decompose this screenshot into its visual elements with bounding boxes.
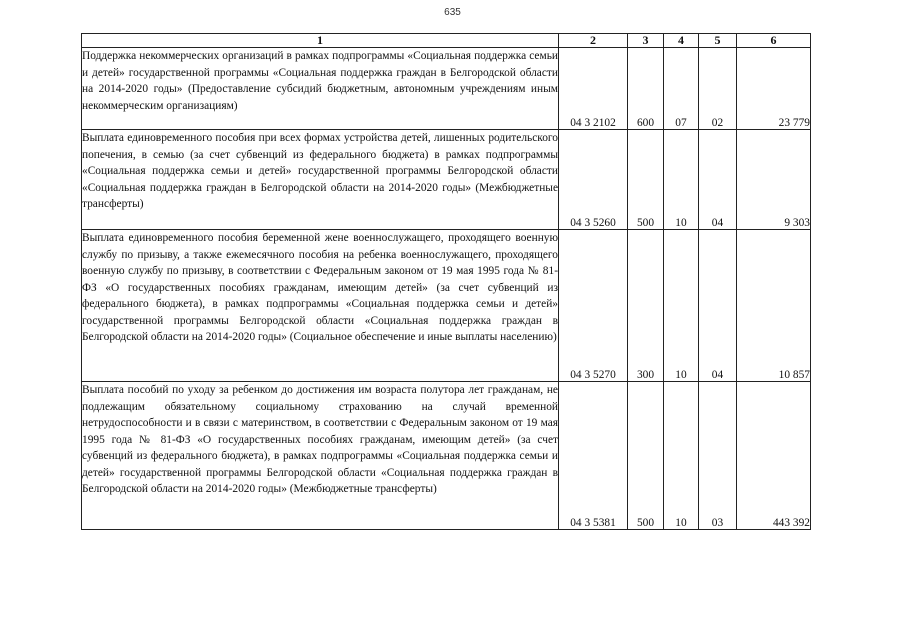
row-section: 10 [664, 130, 699, 230]
row-description: Выплата единовременного пособия беременной жене военнослужащего, проходящего военную службу по призыву, а также ежемесячного пособия на ребенка военнослужащего, проходящего военную службу по призыву, в соответствии с Федеральным законом от 19 мая 1995 года № 81-ФЗ «О государственных пособиях гражданам, имеющим детей» (за счет субвенций из федерального бюджета), в рамках подпрограммы «Социальная поддержка семьи и детей» государственной программы Белгородской области «Социальная поддержка граждан в Белгородской области на 2014-2020 годы» (Социальное обеспечение и иные выплаты населению) [82, 230, 559, 382]
header-col-3: 3 [628, 34, 664, 48]
row-section: 10 [664, 230, 699, 382]
table-row [82, 382, 811, 530]
header-col-5: 5 [699, 34, 737, 48]
row-target-code: 04 3 2102 [559, 48, 628, 130]
budget-table [81, 33, 811, 530]
row-description: Выплата пособий по уходу за ребенком до достижения им возраста полутора лет гражданам, не подлежащим обязательному социальному страхованию на случай временной нетрудоспособности и в связи с материнством, в соответствии с Федеральным законом от 19 мая 1995 года № 81-ФЗ «О государственных пособиях гражданам, имеющим детей» (за счет субвенций из федерального бюджета), в рамках подпрограммы «Социальная поддержка семьи и детей» государственной программы Белгородской области «Социальная поддержка граждан в Белгородской области на 2014-2020 годы» (Межбюджетные трансферты) [82, 382, 559, 530]
row-target-code: 04 3 5381 [559, 382, 628, 530]
row-amount: 23 779 [737, 48, 811, 130]
header-col-2: 2 [559, 34, 628, 48]
table-row [82, 48, 811, 130]
row-description: Поддержка некоммерческих организаций в рамках подпрограммы «Социальная поддержка семьи и детей» государственной программы «Социальная поддержка граждан в Белгородской области на 2014-2020 годы» (Предоставление субсидий бюджетным, автономным учреждениям иным некоммерческим организациям) [82, 48, 559, 130]
row-subsection: 02 [699, 48, 737, 130]
row-section: 10 [664, 382, 699, 530]
row-subsection: 04 [699, 230, 737, 382]
page-number: 635 [444, 7, 461, 18]
table-row [82, 130, 811, 230]
row-description: Выплата единовременного пособия при всех формах устройства детей, лишенных родительского попечения, в семью (за счет субвенций из федерального бюджета) в рамках подпрограммы «Социальная поддержка семьи и детей» государственной программы Белгородской области «Социальная поддержка граждан в Белгородской области на 2014-2020 годы» (Межбюджетные трансферты) [82, 130, 559, 230]
row-amount: 10 857 [737, 230, 811, 382]
row-subsection: 03 [699, 382, 737, 530]
header-col-1: 1 [82, 34, 559, 48]
row-amount: 443 392 [737, 382, 811, 530]
row-target-code: 04 3 5270 [559, 230, 628, 382]
row-expense-type: 500 [628, 382, 664, 530]
header-col-4: 4 [664, 34, 699, 48]
row-expense-type: 600 [628, 48, 664, 130]
row-target-code: 04 3 5260 [559, 130, 628, 230]
row-section: 07 [664, 48, 699, 130]
row-expense-type: 300 [628, 230, 664, 382]
row-amount: 9 303 [737, 130, 811, 230]
table-header-row [82, 34, 811, 48]
row-expense-type: 500 [628, 130, 664, 230]
row-subsection: 04 [699, 130, 737, 230]
table-row [82, 230, 811, 382]
header-col-6: 6 [737, 34, 811, 48]
